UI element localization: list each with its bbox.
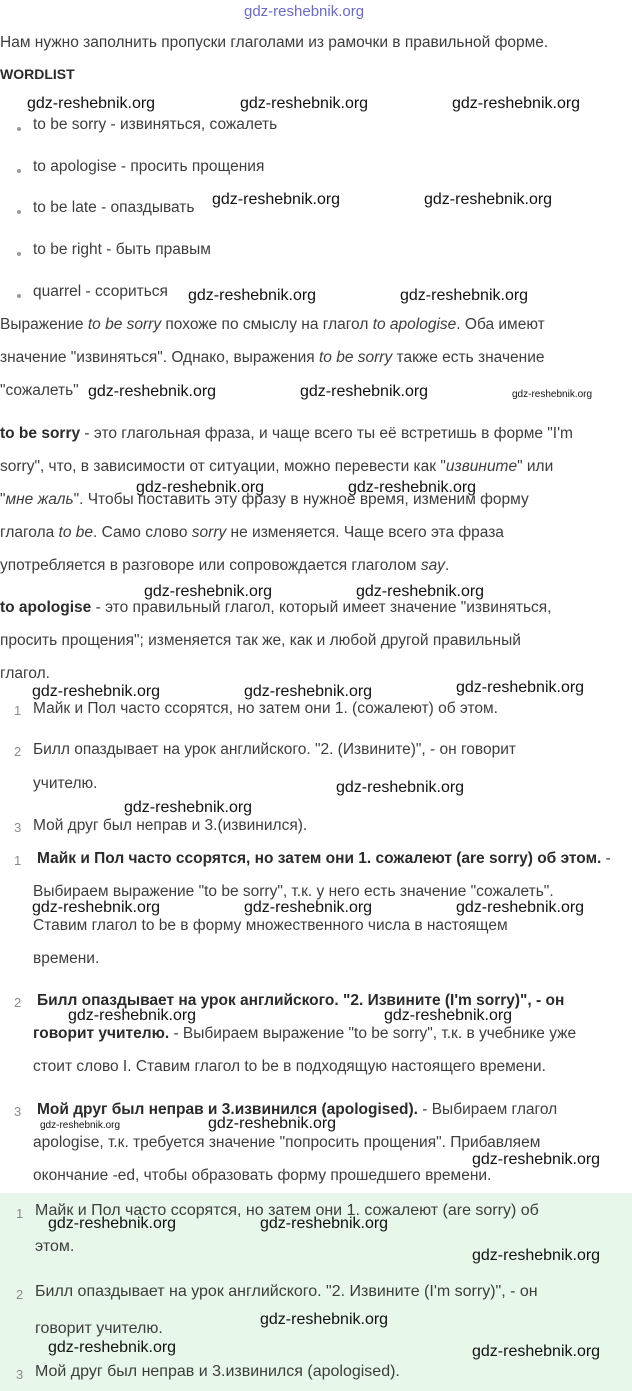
explain-p3-line1: to apologise - это правильный глагол, который имеет значение "извиняться, xyxy=(0,599,552,616)
bullet xyxy=(17,252,21,256)
watermark: gdz-reshebnik.org xyxy=(244,683,373,700)
solution-1-line2: Выбираем выражение "to be sorry", т.к. у него есть значение "сожалеть". xyxy=(33,883,554,900)
task-number: 3 xyxy=(14,820,22,835)
watermark: gdz-reshebnik.org xyxy=(136,479,265,496)
solution-number: 3 xyxy=(14,1104,22,1119)
solution-1-line1: Майк и Пол часто ссорятся, но затем они 1. сожалеют (are sorry) об этом. - xyxy=(37,850,611,867)
bullet xyxy=(17,169,21,173)
task-1: Майк и Пол часто ссорятся, но затем они 1. (сожалеют) об этом. xyxy=(33,700,498,717)
watermark: gdz-reshebnik.org xyxy=(384,1007,513,1024)
watermark: gdz-reshebnik.org xyxy=(27,95,156,112)
watermark: gdz-reshebnik.org xyxy=(240,95,369,112)
watermark: gdz-reshebnik.org xyxy=(144,583,273,600)
answer-3: Мой друг был неправ и 3.извинился (apologised). xyxy=(35,1363,400,1380)
answer-number: 2 xyxy=(16,1287,24,1302)
watermark: gdz-reshebnik.org xyxy=(40,1120,121,1131)
list-item: quarrel - ссориться xyxy=(33,283,168,300)
solution-number: 2 xyxy=(14,995,22,1010)
watermark: gdz-reshebnik.org xyxy=(424,191,553,208)
explain-p3-line3: глагол. xyxy=(0,665,50,682)
list-item: to be sorry - извиняться, сожалеть xyxy=(33,116,278,133)
watermark: gdz-reshebnik.org xyxy=(212,191,341,208)
explain-p2-line4: глагола to be. Само слово sorry не изменяется. Чаще всего эта фраза xyxy=(0,524,504,541)
watermark: gdz-reshebnik.org xyxy=(48,1215,177,1232)
solution-2-line1: Билл опаздывает на урок английского. "2. Извините (I'm sorry)", - он xyxy=(37,992,565,1009)
watermark: gdz-reshebnik.org xyxy=(400,287,529,304)
task-number: 2 xyxy=(14,744,22,759)
list-item: to apologise - просить прощения xyxy=(33,158,265,175)
answer-1-line2: этом. xyxy=(35,1238,75,1255)
explain-p3-line2: просить прощения"; изменяется так же, как и любой другой правильный xyxy=(0,632,521,649)
explain-p2-line5: употребляется в разговоре или сопровождается глаголом say. xyxy=(0,557,450,574)
explain-p1-line2: значение "извиняться". Однако, выражения to be sorry также есть значение xyxy=(0,349,545,366)
watermark: gdz-reshebnik.org xyxy=(456,679,585,696)
watermark: gdz-reshebnik.org xyxy=(32,683,161,700)
watermark: gdz-reshebnik.org xyxy=(88,383,217,400)
bullet xyxy=(17,127,21,131)
intro-text: Нам нужно заполнить пропуски глаголами из рамочки в правильной форме. xyxy=(0,34,549,51)
watermark: gdz-reshebnik.org xyxy=(48,1339,177,1356)
watermark: gdz-reshebnik.org xyxy=(300,383,429,400)
answer-number: 1 xyxy=(16,1206,24,1221)
task-3: Мой друг был неправ и 3.(извинился). xyxy=(33,817,308,834)
wordlist-title: WORDLIST xyxy=(0,66,75,82)
watermark: gdz-reshebnik.org xyxy=(472,1151,601,1168)
solution-1-line3: Ставим глагол to be в форму множественного числа в настоящем xyxy=(33,917,508,934)
solution-number: 1 xyxy=(14,853,22,868)
watermark: gdz-reshebnik.org xyxy=(472,1343,601,1360)
solution-2-line2: говорит учителю. - Выбираем выражение "to be sorry", т.к. в учебнике уже xyxy=(33,1025,577,1042)
answer-number: 3 xyxy=(16,1367,24,1382)
list-item: to be late - опаздывать xyxy=(33,199,195,216)
watermark: gdz-reshebnik.org xyxy=(208,1115,337,1132)
watermark: gdz-reshebnik.org xyxy=(124,799,253,816)
explain-p2-line2: sorry", что, в зависимости от ситуации, можно перевести как "извините" или xyxy=(0,458,554,475)
watermark-top[interactable]: gdz-reshebnik.org xyxy=(244,3,365,20)
task-2-line1: Билл опаздывает на урок английского. "2. (Извините)", - он говорит xyxy=(33,741,516,758)
answer-2-line1: Билл опаздывает на урок английского. "2. Извините (I'm sorry)", - он xyxy=(35,1283,538,1300)
list-item: to be right - быть правым xyxy=(33,241,211,258)
watermark: gdz-reshebnik.org xyxy=(336,779,465,796)
solution-2-line3: стоит слово I. Ставим глагол to be в подходящую настоящего времени. xyxy=(33,1058,546,1075)
solution-3-line2: apologise, т.к. требуется значение "попросить прощения". Прибавляем xyxy=(33,1134,541,1151)
watermark: gdz-reshebnik.org xyxy=(244,899,373,916)
watermark: gdz-reshebnik.org xyxy=(512,389,593,400)
watermark: gdz-reshebnik.org xyxy=(260,1311,389,1328)
solution-3-line1: Мой друг был неправ и 3.извинился (apologised). - Выбираем глагол xyxy=(37,1101,558,1118)
explain-p1-line1: Выражение to be sorry похоже по смыслу на глагол to apologise. Оба имеют xyxy=(0,316,545,333)
bullet xyxy=(17,210,21,214)
watermark: gdz-reshebnik.org xyxy=(188,287,317,304)
watermark: gdz-reshebnik.org xyxy=(452,95,581,112)
watermark: gdz-reshebnik.org xyxy=(472,1247,601,1264)
bullet xyxy=(17,294,21,298)
solution-3-line3: окончание -ed, чтобы образовать форму прошедшего времени. xyxy=(33,1167,492,1184)
answer-2-line2: говорит учителю. xyxy=(35,1320,163,1337)
watermark: gdz-reshebnik.org xyxy=(32,899,161,916)
solution-1-line4: времени. xyxy=(33,950,100,967)
explain-p1-line3: "сожалеть" xyxy=(0,382,79,399)
task-number: 1 xyxy=(14,703,22,718)
watermark: gdz-reshebnik.org xyxy=(68,1007,197,1024)
explain-p2-line1: to be sorry - это глагольная фраза, и чаще всего ты её встретишь в форме "I'm xyxy=(0,425,573,442)
answer-1-line1: Майк и Пол часто ссорятся, но затем они 1. сожалеют (are sorry) об xyxy=(35,1202,539,1219)
explain-p2-line3: "мне жаль". Чтобы поставить эту фразу в нужное время, изменим форму xyxy=(0,491,529,508)
watermark: gdz-reshebnik.org xyxy=(348,479,477,496)
watermark: gdz-reshebnik.org xyxy=(260,1215,389,1232)
task-2-line2: учителю. xyxy=(33,775,98,792)
watermark: gdz-reshebnik.org xyxy=(356,583,485,600)
watermark: gdz-reshebnik.org xyxy=(456,899,585,916)
